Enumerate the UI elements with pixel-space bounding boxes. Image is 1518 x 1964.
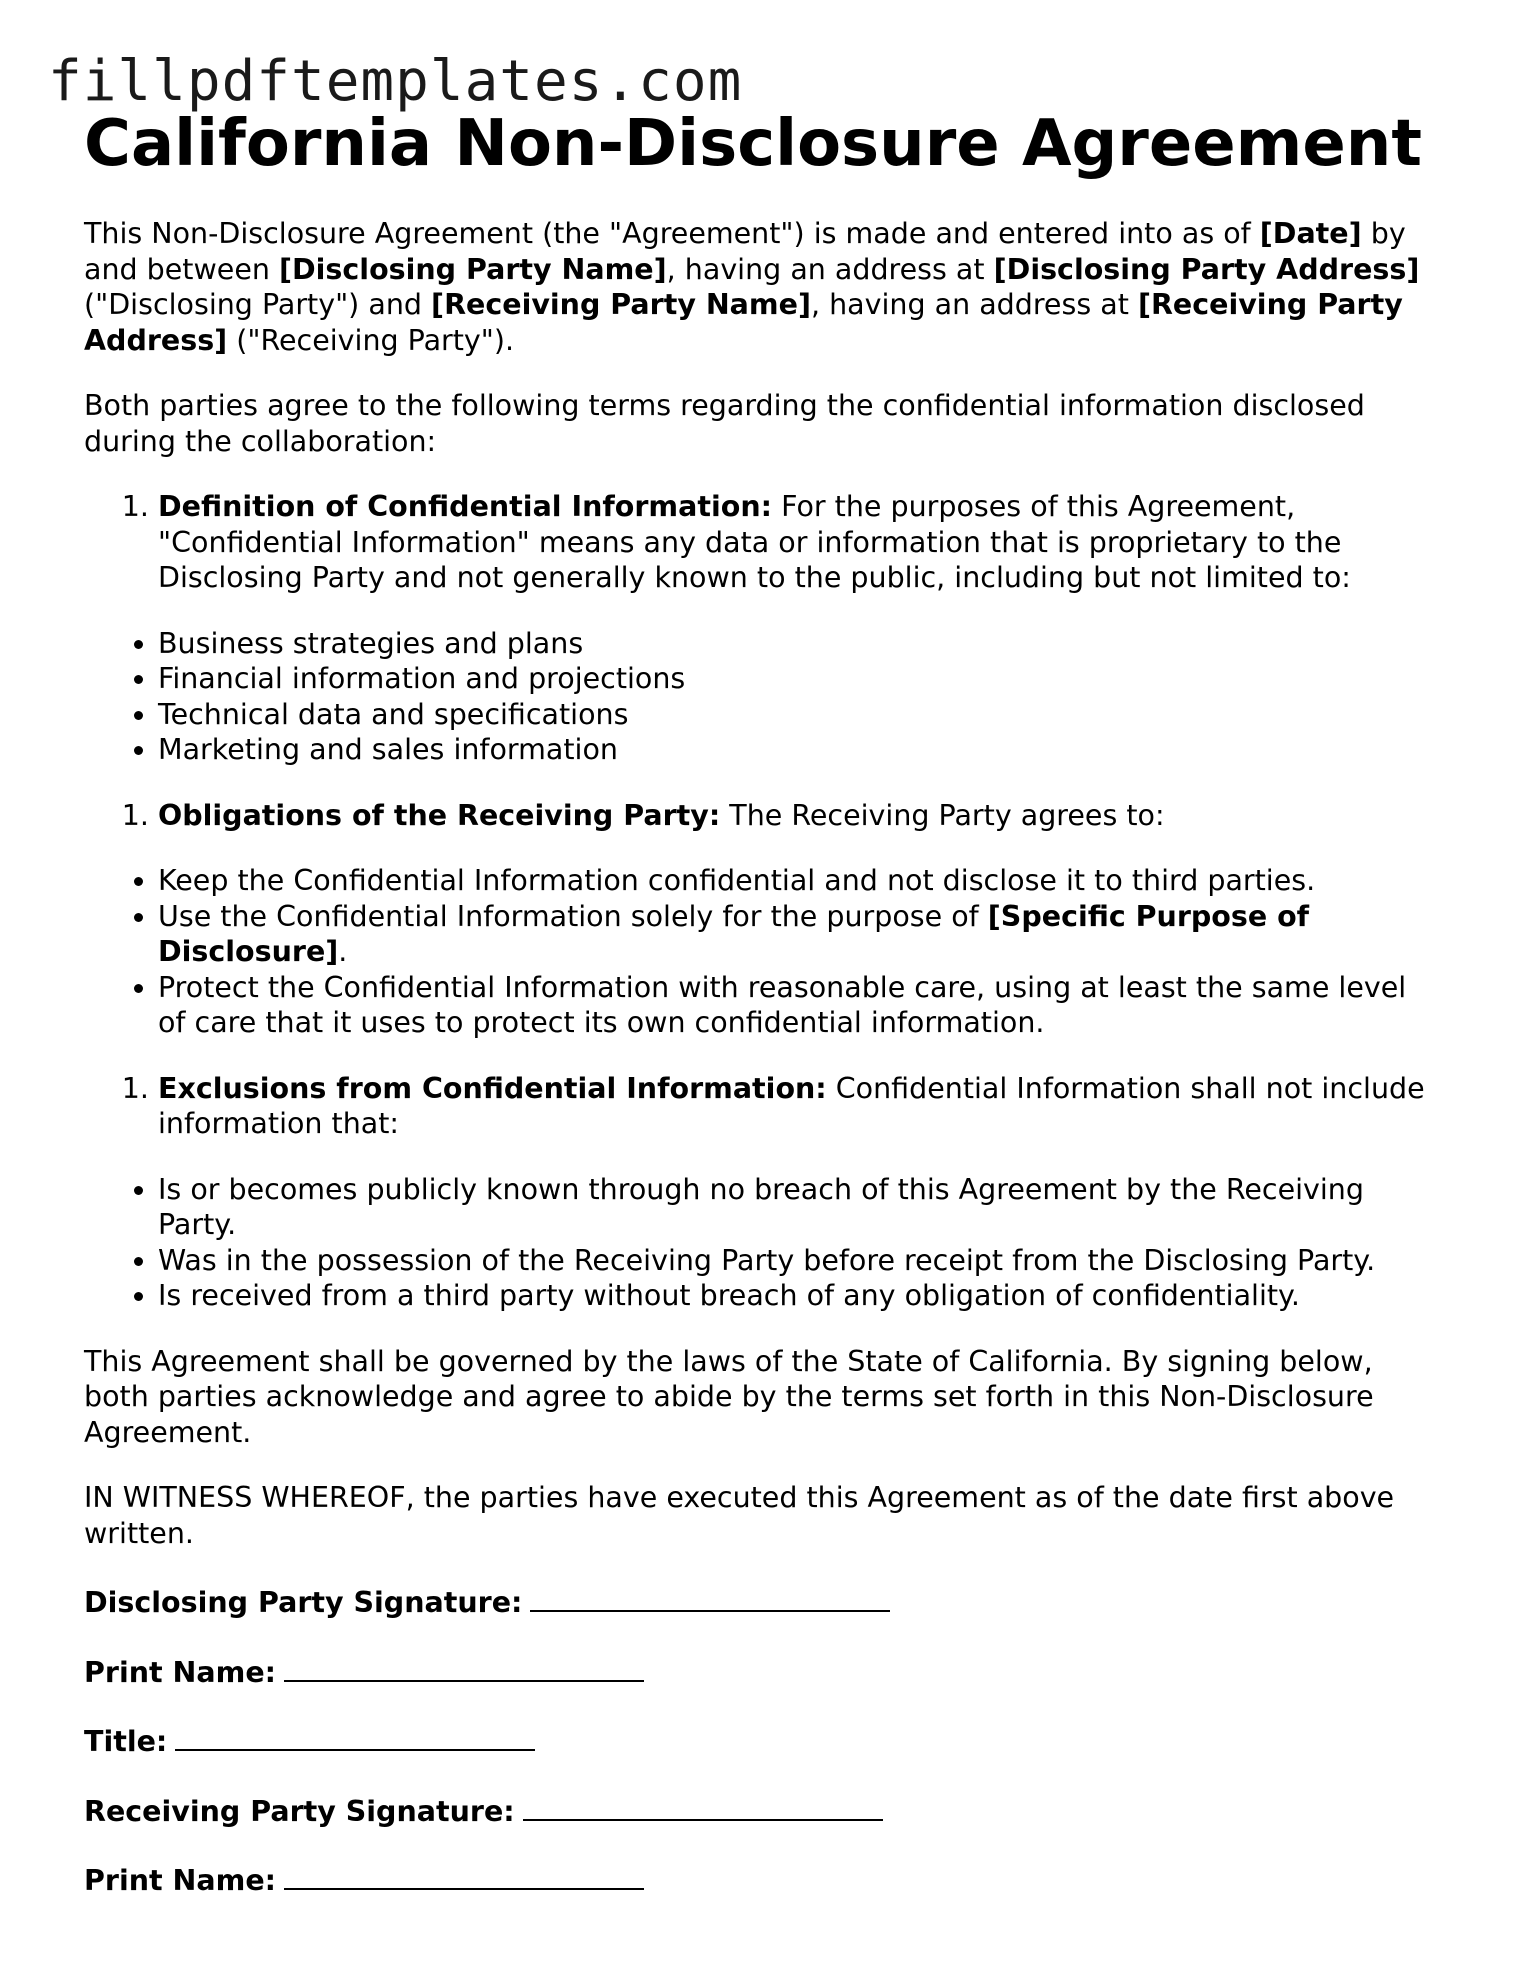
list-item: [158, 899, 1434, 970]
disclosing-party-name-placeholder: [Disclosing Party Name]: [278, 252, 667, 286]
intro-paragraph: [84, 216, 1434, 358]
list-item: • Financial information and projections: [158, 661, 1434, 697]
disclosing-party-address-placeholder: [Disclosing Party Address]: [993, 252, 1420, 286]
field-label: Print Name:: [84, 1655, 277, 1689]
intro-text: , having an address at: [810, 288, 1138, 321]
receiving-party-name-placeholder: [Receiving Party Name]: [431, 288, 811, 321]
signature-line[interactable]: [530, 1580, 890, 1612]
print-name-line[interactable]: [284, 1858, 644, 1890]
field-label: Disclosing Party Signature:: [84, 1586, 523, 1619]
list-item-text: .: [338, 935, 348, 968]
bullet-list: [84, 863, 1434, 1041]
list-item: • Business strategies and plans: [158, 626, 1434, 662]
intro-text: , having an address at: [666, 252, 994, 286]
section-list: [84, 1071, 1434, 1142]
list-item: • Protect the Confidential Information with reasonable care, using at least the same level of care that it uses to protect its own confidential information.: [158, 970, 1434, 1041]
section-text: Confidential Information shall not include information that:: [158, 1071, 1425, 1140]
disclosing-party-print-name-field: [84, 1650, 1434, 1691]
document-body: [84, 104, 1434, 1899]
bullet-list: [84, 626, 1434, 768]
date-placeholder: [Date]: [1259, 217, 1362, 250]
intro-text: ("Receiving Party").: [227, 323, 515, 357]
section-exclusions: [158, 1071, 1434, 1142]
field-label: Title:: [84, 1725, 168, 1758]
section-heading: Exclusions from Confidential Information:: [158, 1071, 827, 1105]
receiving-party-print-name-field: [84, 1858, 1434, 1899]
section-list: [84, 489, 1434, 596]
section-obligations: [158, 798, 1434, 834]
governing-law-paragraph: This Agreement shall be governed by the laws of the State of California. By signing below, both parties acknowledge and agree to abide by the terms set forth in this Non-Disclosure Agreement.: [84, 1344, 1374, 1449]
list-item: • Was in the possession of the Receiving Party before receipt from the Disclosing Party.: [158, 1243, 1434, 1279]
disclosing-party-signature-field: [84, 1580, 1434, 1621]
field-label: Print Name:: [84, 1864, 277, 1897]
section-definition: [158, 489, 1434, 596]
watermark: fillpdftemplates.com: [48, 49, 743, 114]
title-line[interactable]: [175, 1719, 535, 1751]
list-item-text: Use the Confidential Information solely for the purpose of: [158, 899, 988, 933]
field-label: Receiving Party Signature:: [84, 1794, 515, 1828]
intro-text: ("Disclosing Party") and: [84, 288, 432, 321]
purpose-placeholder: [Specific Purpose of Disclosure]: [158, 899, 1310, 968]
list-item: • Technical data and specifications: [158, 697, 1434, 733]
page-title: California Non-Disclosure Agreement: [84, 107, 1422, 181]
section-text: For the purposes of this Agreement, "Confidential Information" means any data or information that is proprietary to the Disclosing Party and not generally known to the public, including but not limited to:: [158, 490, 1351, 594]
receiving-party-address-placeholder: [Receiving Party Address]: [84, 288, 1403, 357]
bullet-list: [84, 1172, 1434, 1314]
witness-paragraph: IN WITNESS WHEREOF, the parties have executed this Agreement as of the date first above written.: [84, 1481, 1395, 1550]
list-item: • Keep the Confidential Information confidential and not disclose it to third parties.: [158, 863, 1434, 899]
section-heading: Obligations of the Receiving Party:: [158, 798, 721, 832]
section-heading: Definition of Confidential Information:: [158, 490, 773, 523]
intro-text: This Non-Disclosure Agreement (the "Agreement") is made and entered into as of: [84, 217, 1260, 250]
section-text: The Receiving Party agrees to:: [720, 798, 1165, 832]
list-item: • Is or becomes publicly known through no breach of this Agreement by the Receiving Party.: [158, 1172, 1434, 1243]
list-item: • Is received from a third party without breach of any obligation of confidentiality.: [158, 1278, 1434, 1314]
receiving-party-signature-field: [84, 1789, 1434, 1830]
disclosing-party-title-field: [84, 1719, 1434, 1760]
terms-intro: Both parties agree to the following terms regarding the confidential information disclosed during the collaboration:: [84, 389, 1365, 458]
signature-line[interactable]: [523, 1789, 883, 1821]
list-item: • Marketing and sales information: [158, 732, 1434, 768]
intro-text: by and between: [84, 217, 1406, 286]
section-list: [84, 798, 1434, 834]
print-name-line[interactable]: [284, 1650, 644, 1682]
